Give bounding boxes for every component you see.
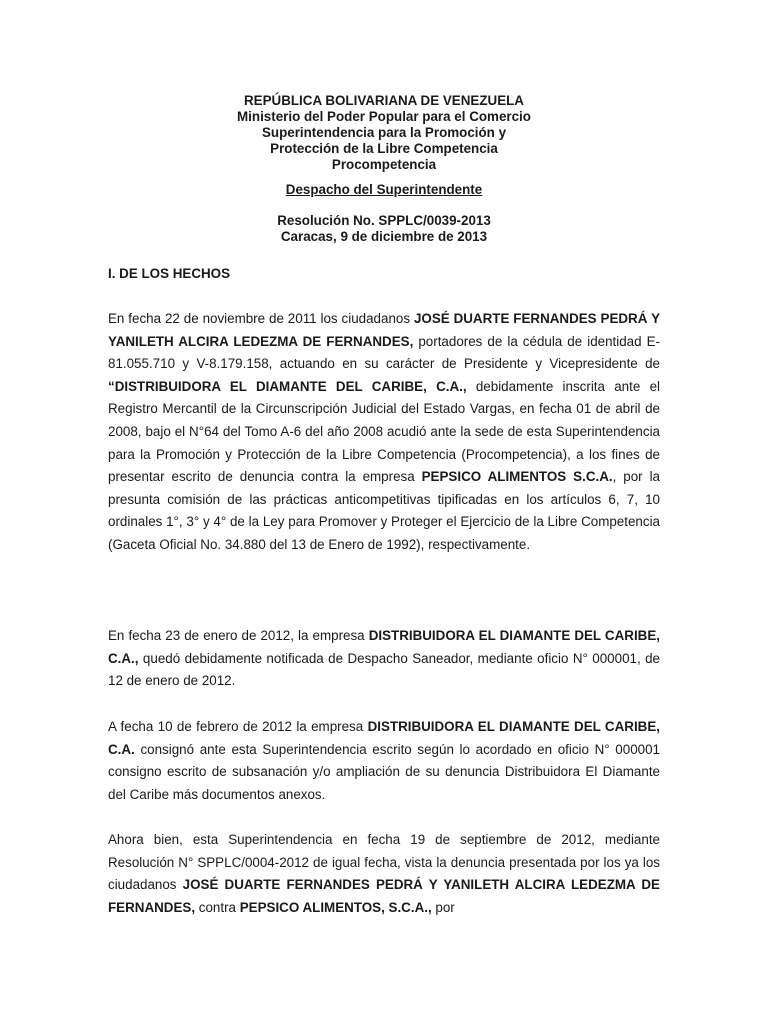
header-country: REPÚBLICA BOLIVARIANA DE VENEZUELA xyxy=(244,93,524,108)
text-run: debidamente inscrita ante el Registro Mercantil de la Circunscripción Judicial del Estado Vargas, en fecha 01 de abril de 2008, bajo el N°64 del Tomo A-6 del año 2008 acudió ante la sede de esta Superintendencia para la Promoción y Protección de la Libre Competencia (Procompetencia), a los fines de presentar escrito de denuncia contra la empresa xyxy=(108,378,660,485)
header-superintendency: Superintendencia para la Promoción y xyxy=(261,125,507,140)
text-run: por xyxy=(431,899,455,915)
text-run: A fecha 10 de febrero de 2012 la empresa xyxy=(108,719,368,734)
document-header xyxy=(108,93,660,173)
resolution-block xyxy=(108,213,660,245)
header-procompetencia: Procompetencia xyxy=(331,157,437,172)
section-heading: I. DE LOS HECHOS xyxy=(108,266,231,281)
bold-text-run: PEPSICO ALIMENTOS S.C.A. xyxy=(421,469,613,485)
header-ministry: Ministerio del Poder Popular para el Comercio xyxy=(237,109,531,124)
resolution-number: Resolución No. SPPLC/0039-2013 xyxy=(277,213,491,228)
text-run: En fecha 23 de enero de 2012, la empresa xyxy=(108,628,369,643)
text-run: , por la presunta comisión de las prácticas anticompetitivas tipificadas en los artículos 6, 7, 10 ordinales 1°, 3° y 4° de la Ley para Promover y Proteger el Ejercicio de la Libre Competencia (Gaceta Oficial No. 34.880 del 13 de Enero de 1992), respectivamente. xyxy=(108,469,660,552)
bold-text-run: “DISTRIBUIDORA EL DIAMANTE DEL CARIBE, C.A., xyxy=(108,378,467,394)
bold-text-run: JOSÉ DUARTE FERNANDES PEDRÁ Y YANILETH ALCIRA LEDEZMA DE FERNANDES, xyxy=(108,311,661,349)
bold-text-run: JOSÉ DUARTE FERNANDES PEDRÁ Y YANILETH ALCIRA LEDEZMA DE FERNANDES, xyxy=(108,877,660,915)
bold-text-run: DISTRIBUIDORA EL DIAMANTE DEL CARIBE, C.A., xyxy=(108,628,660,666)
text-run: quedó debidamente notificada de Despacho Saneador, mediante oficio N° 000001, de 12 de enero de 2012. xyxy=(108,650,660,689)
text-run: Ahora bien, esta Superintendencia en fecha 19 de septiembre de 2012, mediante Resolución N° SPPLC/0004-2012 de igual fecha, vista la denuncia presentada por los ya los ciudadanos xyxy=(108,832,660,893)
resolution-place-date: Caracas, 9 de diciembre de 2013 xyxy=(280,229,488,244)
text-run: contra xyxy=(195,899,240,915)
dispatch-title-text: Despacho del Superintendente xyxy=(285,182,483,197)
bold-text-run: PEPSICO ALIMENTOS, S.C.A., xyxy=(239,899,432,915)
text-run: portadores de la cédula de identidad E-81.055.710 y V-8.179.158, actuando en su carácter de Presidente y Vicepresidente de xyxy=(108,333,661,372)
paragraph-2 xyxy=(108,625,660,693)
text-run: consignó ante esta Superintendencia escrito según lo acordado en oficio N° 000001 consigno escrito de subsanación y/o ampliación de su denuncia Distribuidora El Diamante del Caribe más documentos anexos. xyxy=(108,741,660,802)
dispatch-title xyxy=(108,182,660,198)
header-protection: Protección de la Libre Competencia xyxy=(270,141,498,156)
paragraph-3 xyxy=(108,716,660,806)
paragraph-1 xyxy=(108,308,660,557)
text-run: En fecha 22 de noviembre de 2011 los ciudadanos xyxy=(108,311,414,326)
bold-text-run: DISTRIBUIDORA EL DIAMANTE DEL CARIBE, C.A. xyxy=(108,719,660,757)
paragraph-4 xyxy=(108,829,660,919)
